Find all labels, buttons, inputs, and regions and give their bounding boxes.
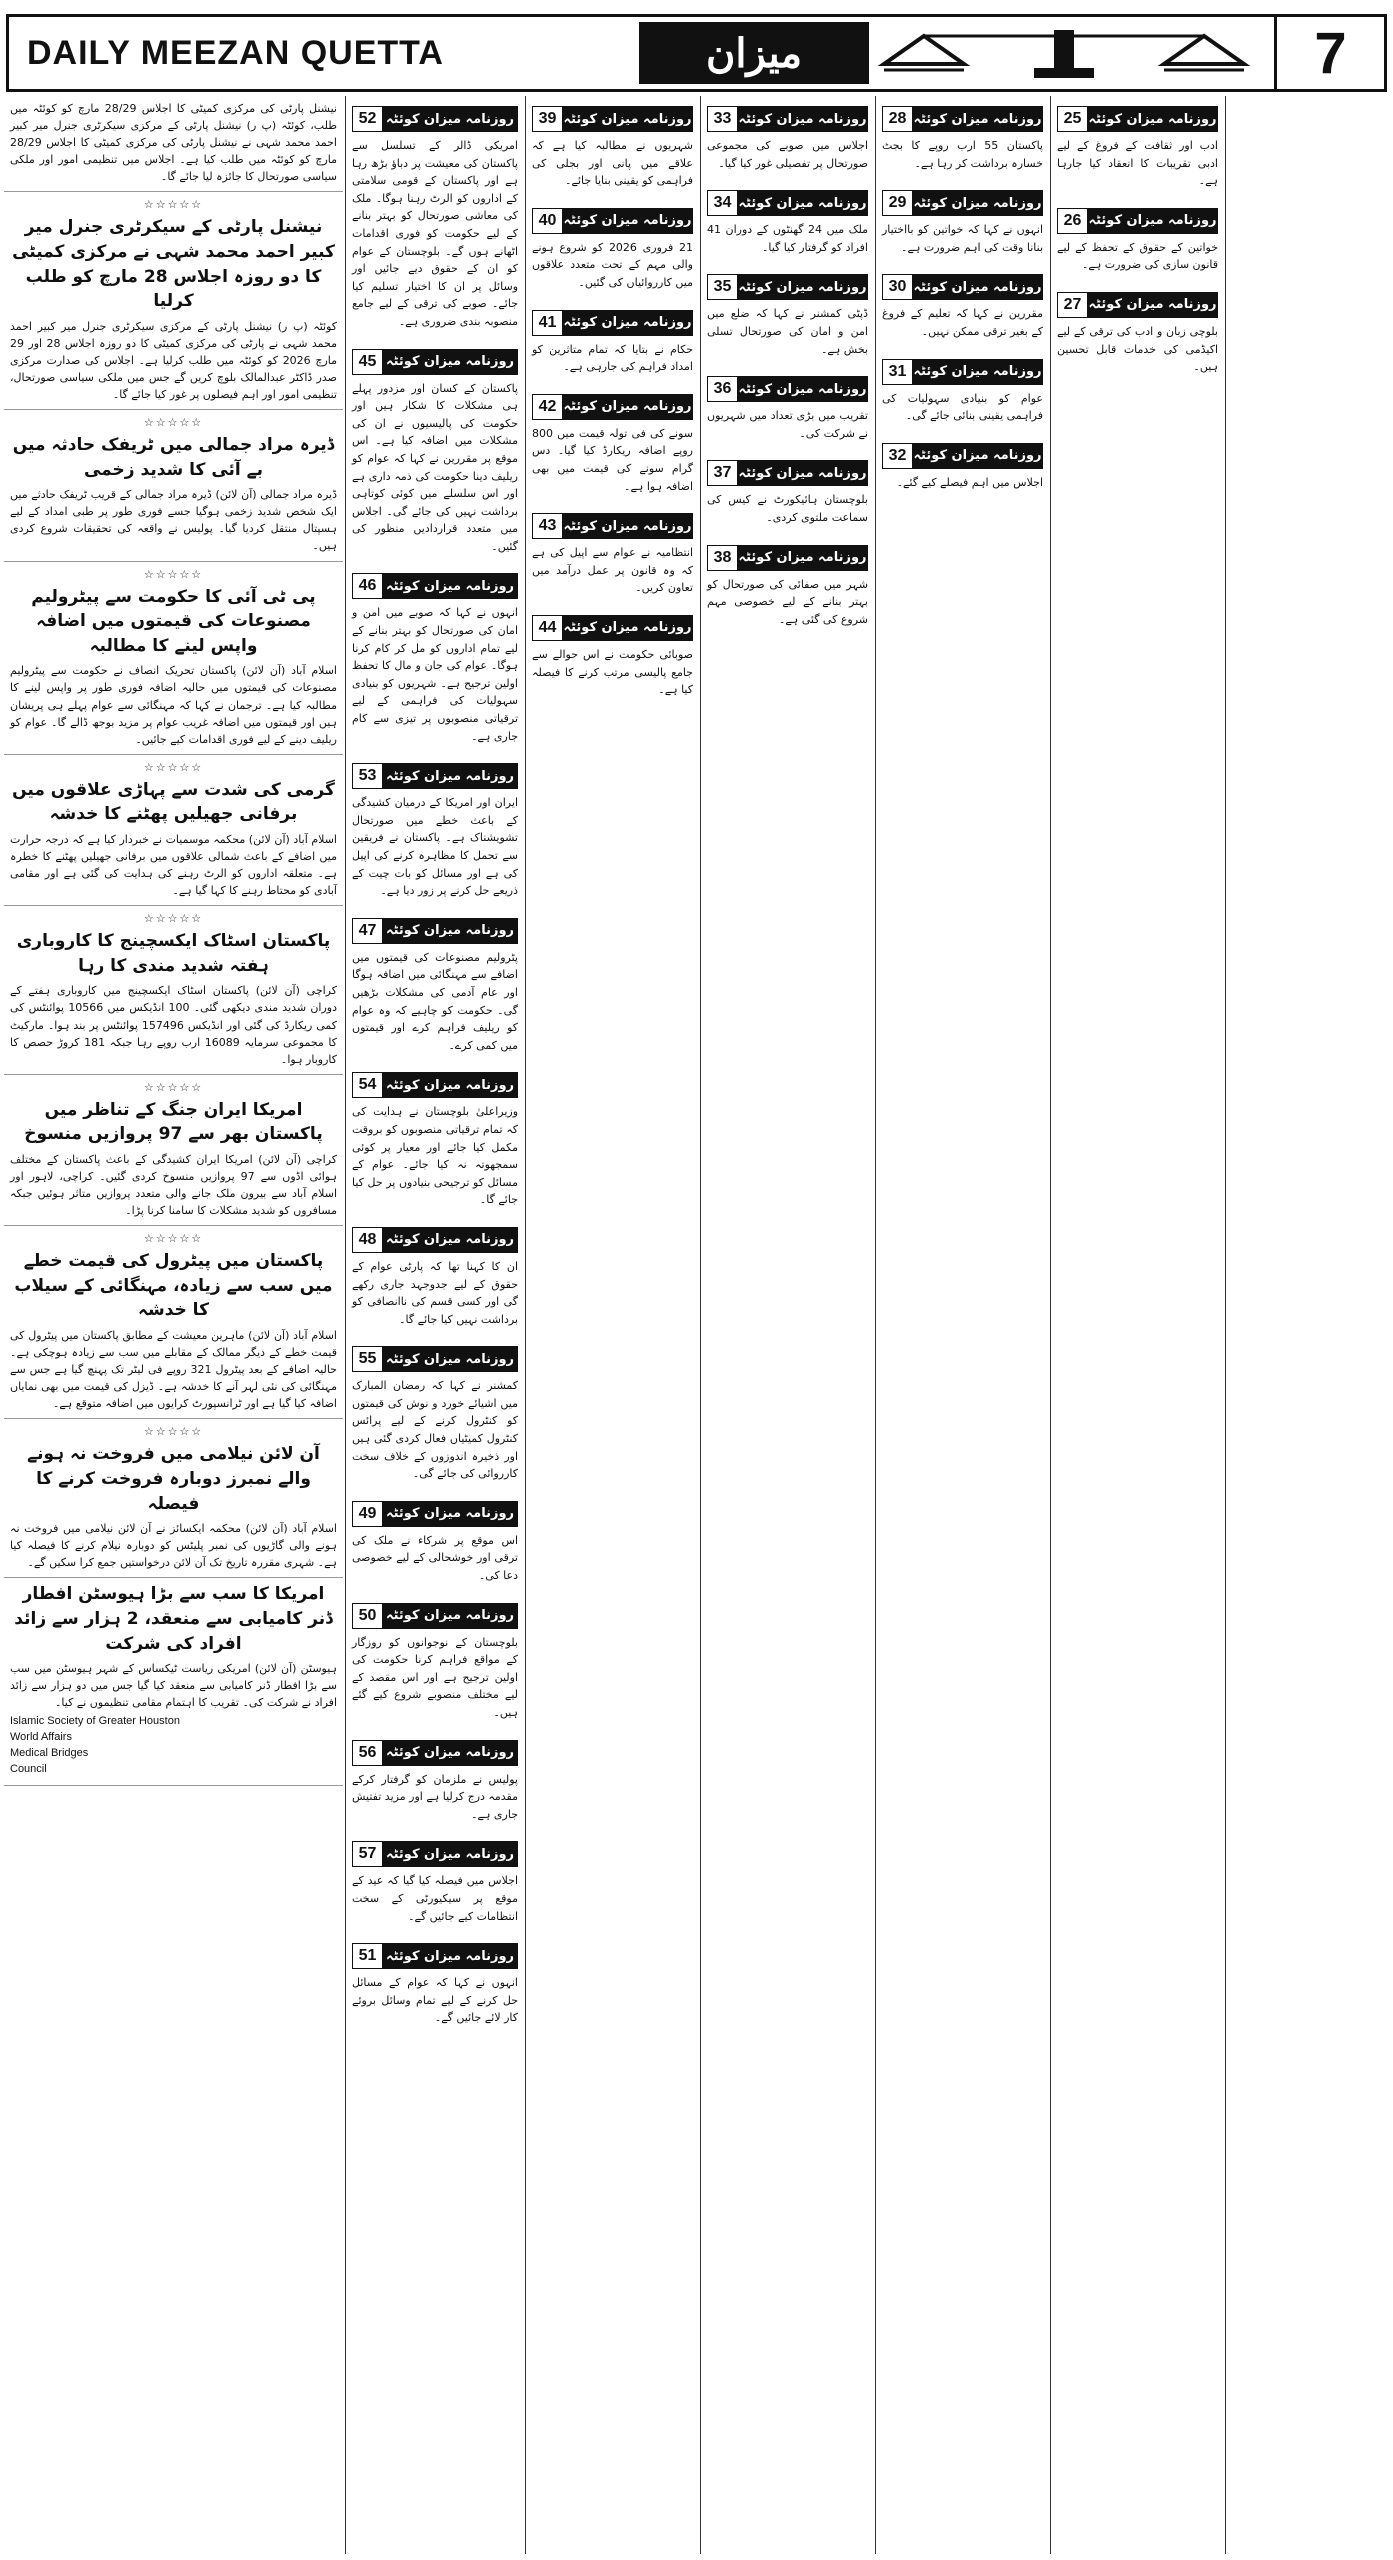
continuation-number: 55 bbox=[353, 1347, 383, 1371]
continuation-label: روزنامہ میزان کوئٹہ bbox=[738, 275, 867, 299]
continuation-item bbox=[702, 264, 873, 366]
continuation-number: 51 bbox=[353, 1944, 383, 1968]
column-rule bbox=[1225, 96, 1226, 2554]
continuation-item bbox=[877, 264, 1048, 348]
news-headline: پی ٹی آئی کا حکومت سے پیٹرولیم مصنوعات کی قیمتوں میں اضافہ واپس لینے کا مطالبہ bbox=[31, 586, 316, 656]
news-body: اسلام آباد (آن لائن) پاکستان تحریک انصاف نے حکومت سے پیٹرولیم مصنوعات کی قیمتوں میں حالیہ اضافہ فوری طور پر واپس لینے کا مطالبہ کیا ہے۔ ترجمان نے کہا کہ مہنگائی سے عوام پہلے ہی پریشان ہیں اور قیمتوں میں اضافہ غریب عوام پر مزید بوجھ ڈالے گا۔ عوام کو ریلیف دینے کے لیے فوری اقدامات کیے جائیں۔ bbox=[10, 664, 337, 746]
continuation-label: روزنامہ میزان کوئٹہ bbox=[383, 1347, 517, 1371]
continuation-item bbox=[347, 1062, 523, 1217]
news-item bbox=[4, 906, 343, 1075]
continuation-tag bbox=[532, 208, 693, 234]
continuation-text: پٹرولیم مصنوعات کی قیمتوں میں اضافے سے مہنگائی میں اضافہ ہوگا اور عام آدمی کی مشکلات بڑھیں گی۔ حکومت کو چاہیے کہ وہ عوام کو ریلیف فراہم کرے اور قیمتوں میں کمی کرے۔ bbox=[352, 950, 518, 1052]
newspaper-title: DAILY MEEZAN QUETTA bbox=[27, 33, 444, 72]
continuation-number: 54 bbox=[353, 1073, 383, 1097]
continuation-tag bbox=[707, 460, 868, 486]
continuation-number: 26 bbox=[1058, 209, 1088, 233]
continuation-label: روزنامہ میزان کوئٹہ bbox=[1088, 107, 1217, 131]
star-divider: ☆☆☆☆☆ bbox=[143, 760, 204, 774]
continuation-text: بلوچی زبان و ادب کی ترقی کے لیے اکیڈمی کی خدمات قابل تحسین ہیں۔ bbox=[1057, 324, 1218, 374]
news-item bbox=[4, 192, 343, 410]
continuation-label: روزنامہ میزان کوئٹہ bbox=[563, 311, 692, 335]
continuation-number: 37 bbox=[708, 461, 738, 485]
continuation-item bbox=[347, 1933, 523, 2035]
star-divider: ☆☆☆☆☆ bbox=[143, 1425, 204, 1439]
news-item bbox=[4, 1075, 343, 1226]
news-body: اسلام آباد (آن لائن) محکمہ موسمیات نے خبردار کیا ہے کہ درجہ حرارت میں اضافے کے باعث شمالی علاقوں میں برفانی جھیلیں پھٹنے کا خطرہ ہے۔ متعلقہ اداروں کو الرٹ رہنے کی ہدایت کی گئی ہے اور مقامی آبادی کو محتاط رہنے کا کہا گیا ہے۔ bbox=[10, 832, 337, 898]
continuation-number: 48 bbox=[353, 1228, 383, 1252]
urdu-logo: میزان bbox=[639, 22, 869, 84]
continuation-number: 34 bbox=[708, 191, 738, 215]
continuation-text: پاکستان کے کسان اور مزدور پہلے ہی مشکلات کا شکار ہیں اور حکومت کی پالیسیوں نے ان کی مشکلات میں اضافہ کیا ہے۔ اس موقع پر مقررین نے کہا کہ عوام کو ریلیف دینا حکومت کی ذمہ داری ہے اور اس سلسلے میں کوئی کوتاہی برداشت نہیں کی جائے گی۔ اجلاس میں متعدد قراردادیں منظور کی گئیں۔ bbox=[352, 381, 518, 553]
continuation-label: روزنامہ میزان کوئٹہ bbox=[913, 444, 1042, 468]
continuation-item bbox=[702, 450, 873, 534]
continuation-label: روزنامہ میزان کوئٹہ bbox=[563, 514, 692, 538]
continuation-text: اجلاس میں اہم فیصلے کیے گئے۔ bbox=[896, 475, 1043, 489]
continuation-text: انتظامیہ نے عوام سے اپیل کی ہے کہ وہ قانون پر عمل درآمد میں تعاون کریں۔ bbox=[532, 546, 693, 595]
news-headline: پاکستان اسٹاک ایکسچینج کا کاروباری ہفتہ شدید مندی کا رہا bbox=[16, 931, 331, 976]
continuation-label: روزنامہ میزان کوئٹہ bbox=[1088, 293, 1217, 317]
continuation-number: 35 bbox=[708, 275, 738, 299]
continuation-text: 21 فروری 2026 کو شروع ہونے والی مہم کے تحت متعدد علاقوں میں کارروائیاں کی گئیں۔ bbox=[532, 240, 693, 289]
continuation-tag bbox=[352, 1227, 518, 1253]
continuation-label: روزنامہ میزان کوئٹہ bbox=[738, 461, 867, 485]
news-headline: گرمی کی شدت سے پہاڑی علاقوں میں برفانی جھیلیں پھٹنے کا خدشہ bbox=[12, 779, 335, 825]
continuation-tag bbox=[532, 513, 693, 539]
news-body: کراچی (آن لائن) پاکستان اسٹاک ایکسچینج میں کاروباری ہفتے کے دوران شدید مندی دیکھی گئی۔ 100 انڈیکس میں 10566 پوائنٹس کی کمی ریکارڈ کی گئی اور انڈیکس 157496 پوائنٹس پر بند ہوا۔ مارکیٹ کا مجموعی سرمایہ 16089 ارب روپے رہا جبکہ 181 کروڑ حصص کا کاروبار ہوا۔ bbox=[10, 984, 338, 1066]
continuation-label: روزنامہ میزان کوئٹہ bbox=[383, 1944, 517, 1968]
continuation-label: روزنامہ میزان کوئٹہ bbox=[563, 616, 692, 640]
continuation-tag bbox=[352, 106, 518, 132]
continuation-tag bbox=[882, 443, 1043, 469]
continuation-number: 42 bbox=[533, 395, 563, 419]
news-body: ڈیرہ مراد جمالی (آن لائن) ڈیرہ مراد جمالی کے قریب ٹریفک حادثے میں ایک شخص شدید زخمی ہوگیا جسے فوری طور پر طبی امداد کے لیے ہسپتال منتقل کردیا گیا۔ پولیس نے واقعہ کی تحقیقات شروع کردی ہیں۔ bbox=[10, 488, 337, 553]
news-headline: امریکا ایران جنگ کے تناظر میں پاکستان بھر سے 97 پروازیں منسوخ bbox=[24, 1099, 323, 1145]
continuation-text: سونے کی فی تولہ قیمت میں 800 روپے اضافہ ریکارڈ کیا گیا۔ دس گرام سونے کی قیمت میں بھی اضافہ ہوا ہے۔ bbox=[532, 426, 693, 493]
continuation-label: روزنامہ میزان کوئٹہ bbox=[913, 191, 1042, 215]
news-headline: آن لائن نیلامی میں فروخت نہ ہونے والے نمبرز دوبارہ فروخت کرنے کا فیصلہ bbox=[27, 1444, 320, 1514]
column-rule bbox=[525, 96, 526, 2554]
continuation-text: شہر میں صفائی کی صورتحال کو بہتر بنانے کے لیے خصوصی مہم شروع کی گئی ہے۔ bbox=[707, 577, 868, 626]
news-headline: ڈیرہ مراد جمالی میں ٹریفک حادثہ میں بے آئی کا شدید زخمی bbox=[12, 435, 335, 480]
continuation-item bbox=[347, 1491, 523, 1593]
continuation-text: اس موقع پر شرکاء نے ملک کی ترقی اور خوشحالی کے لیے خصوصی دعا کی۔ bbox=[352, 1533, 518, 1583]
continuation-column bbox=[347, 96, 523, 2554]
continuation-number: 52 bbox=[353, 107, 383, 131]
continuation-text: عوام کو بنیادی سہولیات کی فراہمی یقینی بنائی جائے گی۔ bbox=[882, 391, 1043, 423]
continuation-tag bbox=[352, 1943, 518, 1969]
continuation-tag bbox=[1057, 106, 1218, 132]
continuation-item bbox=[702, 180, 873, 264]
continuation-item bbox=[347, 1593, 523, 1730]
continuation-number: 45 bbox=[353, 350, 383, 374]
continuation-tag bbox=[352, 349, 518, 375]
news-body: اسلام آباد (آن لائن) ماہرین معیشت کے مطابق پاکستان میں پیٹرول کی قیمت خطے کے دیگر ممالک کے مقابلے میں سب سے زیادہ ہوچکی ہے۔ حالیہ اضافے کے بعد پیٹرول 321 روپے فی لیٹر تک پہنچ گیا ہے جس سے مہنگائی کی نئی لہر آنے کا خدشہ ہے۔ ڈیزل کی قیمت میں بھی نمایاں اضافہ کیا گیا ہے اور ٹرانسپورٹ کرایوں میں اضافہ متوقع ہے۔ bbox=[10, 1329, 337, 1411]
news-headline: پاکستان میں پیٹرول کی قیمت خطے میں سب سے زیادہ، مہنگائی کے سیلاب کا خدشہ bbox=[14, 1251, 333, 1321]
continuation-tag bbox=[352, 1072, 518, 1098]
continuation-item bbox=[347, 908, 523, 1063]
continuation-column bbox=[702, 96, 873, 2554]
continuation-item bbox=[877, 433, 1048, 500]
continuation-number: 46 bbox=[353, 574, 383, 598]
star-divider: ☆☆☆☆☆ bbox=[143, 198, 204, 212]
continuation-text: اجلاس میں صوبے کی مجموعی صورتحال پر تفصیلی غور کیا گیا۔ bbox=[707, 139, 868, 170]
continuation-label: روزنامہ میزان کوئٹہ bbox=[563, 107, 692, 131]
continuation-text: ان کا کہنا تھا کہ پارٹی عوام کے حقوق کے لیے جدوجہد جاری رکھے گی اور کسی قسم کی ناانصافی کو برداشت نہیں کیا جائے گا۔ bbox=[352, 1259, 518, 1326]
news-item bbox=[4, 1578, 343, 1786]
continuation-tag bbox=[707, 545, 868, 571]
continuation-label: روزنامہ میزان کوئٹہ bbox=[913, 275, 1042, 299]
continuation-label: روزنامہ میزان کوئٹہ bbox=[383, 574, 517, 598]
continuation-number: 43 bbox=[533, 514, 563, 538]
continuation-item bbox=[347, 563, 523, 753]
continuation-text: خواتین کے حقوق کے تحفظ کے لیے قانون سازی کی ضرورت ہے۔ bbox=[1057, 240, 1218, 272]
star-divider: ☆☆☆☆☆ bbox=[143, 1232, 204, 1246]
english-reference: Islamic Society of Greater Houston bbox=[10, 1715, 180, 1728]
continuation-item bbox=[347, 339, 523, 564]
continuation-text: ایران اور امریکا کے درمیان کشیدگی کے باعث خطے میں صورتحال تشویشناک ہے۔ پاکستان نے فریقین سے تحمل کا مظاہرہ کرنے کی اپیل کی ہے اور مسائل کو بات چیت کے ذریعے حل کرنے پر زور دیا ہے۔ bbox=[352, 796, 518, 898]
continuation-text: مقررین نے کہا کہ تعلیم کے فروغ کے بغیر ترقی ممکن نہیں۔ bbox=[882, 307, 1043, 338]
star-divider: ☆☆☆☆☆ bbox=[143, 567, 204, 581]
news-body: کراچی (آن لائن) امریکا ایران کشیدگی کے باعث پاکستان کے مختلف ہوائی اڈوں سے 97 پروازیں منسوخ کردی گئیں۔ کراچی، لاہور اور اسلام آباد سے بیرون ملک جانے والی متعدد پروازیں متاثر ہوئیں جبکہ مسافروں کو شدید مشکلات کا سامنا کرنا پڑا۔ bbox=[10, 1152, 337, 1218]
continuation-text: وزیراعلیٰ بلوچستان نے ہدایت کی کہ تمام ترقیاتی منصوبوں کو بروقت مکمل کیا جائے اور معیار پر کوئی سمجھوتہ نہ کیا جائے۔ عوام کے مسائل کو ترجیحی بنیادوں پر حل کیا جائے گا۔ bbox=[352, 1105, 518, 1207]
column-rule bbox=[345, 96, 346, 2554]
continuation-text: شہریوں نے مطالبہ کیا ہے کہ علاقے میں پانی اور بجلی کی فراہمی کو یقینی بنایا جائے۔ bbox=[532, 139, 693, 188]
continuation-number: 50 bbox=[353, 1604, 383, 1628]
continuation-text: پولیس نے ملزمان کو گرفتار کرکے مقدمہ درج کرلیا ہے اور مزید تفتیش جاری ہے۔ bbox=[352, 1772, 518, 1821]
continuation-column bbox=[527, 96, 698, 2554]
continuation-tag bbox=[882, 190, 1043, 216]
continuation-label: روزنامہ میزان کوئٹہ bbox=[383, 350, 517, 374]
continuation-label: روزنامہ میزان کوئٹہ bbox=[383, 1842, 517, 1866]
continuation-label: روزنامہ میزان کوئٹہ bbox=[383, 1604, 517, 1628]
continuation-number: 53 bbox=[353, 764, 383, 788]
continuation-item bbox=[527, 384, 698, 503]
continuation-item bbox=[527, 198, 698, 300]
continuation-label: روزنامہ میزان کوئٹہ bbox=[383, 107, 517, 131]
english-reference: World Affairs bbox=[10, 1731, 72, 1744]
continuation-item bbox=[877, 180, 1048, 264]
star-divider: ☆☆☆☆☆ bbox=[143, 416, 204, 430]
continuation-tag bbox=[1057, 292, 1218, 318]
continuation-number: 40 bbox=[533, 209, 563, 233]
continuation-number: 38 bbox=[708, 546, 738, 570]
continuation-tag bbox=[882, 274, 1043, 300]
continuation-tag bbox=[1057, 208, 1218, 234]
column-rule bbox=[1050, 96, 1051, 2554]
news-headline: امریکا کا سب سے بڑا ہیوسٹن افطار ڈنر کامیابی سے منعقد، 2 ہزار سے زائد افراد کی شرکت bbox=[14, 1584, 333, 1654]
continuation-number: 25 bbox=[1058, 107, 1088, 131]
english-reference: Council bbox=[10, 1763, 47, 1776]
masthead bbox=[6, 14, 1387, 92]
continuation-tag bbox=[882, 359, 1043, 385]
continuation-column bbox=[1227, 96, 1389, 2554]
news-item bbox=[4, 410, 343, 561]
continuation-item bbox=[527, 300, 698, 384]
continuation-number: 47 bbox=[353, 919, 383, 943]
continuation-label: روزنامہ میزان کوئٹہ bbox=[383, 919, 517, 943]
continuation-number: 31 bbox=[883, 360, 913, 384]
continuation-tag bbox=[532, 394, 693, 420]
continuation-tag bbox=[707, 190, 868, 216]
page-number: 7 bbox=[1274, 17, 1384, 89]
continuation-number: 33 bbox=[708, 107, 738, 131]
continuation-number: 27 bbox=[1058, 293, 1088, 317]
news-column bbox=[4, 96, 343, 2554]
star-divider: ☆☆☆☆☆ bbox=[143, 912, 204, 926]
continuation-tag bbox=[352, 1501, 518, 1527]
continuation-tag bbox=[532, 615, 693, 641]
continuation-number: 28 bbox=[883, 107, 913, 131]
continuation-item bbox=[347, 1336, 523, 1491]
continuation-label: روزنامہ میزان کوئٹہ bbox=[738, 107, 867, 131]
continuation-tag bbox=[352, 1346, 518, 1372]
continuation-label: روزنامہ میزان کوئٹہ bbox=[383, 1228, 517, 1252]
continuation-text: کمشنر نے کہا کہ رمضان المبارک میں اشیائے خورد و نوش کی قیمتوں کو کنٹرول کرنے کے لیے پرائس کنٹرول کمیٹیاں فعال کردی گئی ہیں اور ذخیرہ اندوزوں کے خلاف سخت کارروائی کی جائے گی۔ bbox=[352, 1379, 518, 1481]
continuation-item bbox=[1052, 96, 1223, 198]
continuation-item bbox=[347, 1217, 523, 1336]
news-item bbox=[4, 562, 343, 755]
continuation-number: 44 bbox=[533, 616, 563, 640]
news-headline: نیشنل پارٹی کے سیکرٹری جنرل میر کبیر احمد محمد شہی نے مرکزی کمیٹی کا دو روزہ اجلاس 28 مارچ کو طلب کرلیا bbox=[12, 217, 335, 312]
continuation-text: بلوچستان کے نوجوانوں کو روزگار کے مواقع فراہم کرنا حکومت کی اولین ترجیح ہے اور اس مقصد کے لیے مختلف منصوبے شروع کیے گئے ہیں۔ bbox=[352, 1635, 518, 1719]
continuation-label: روزنامہ میزان کوئٹہ bbox=[383, 764, 517, 788]
continuation-number: 29 bbox=[883, 191, 913, 215]
continuation-text: انہوں نے کہا کہ خواتین کو بااختیار بنانا وقت کی اہم ضرورت ہے۔ bbox=[882, 223, 1043, 254]
news-item bbox=[4, 755, 343, 906]
continuation-tag bbox=[882, 106, 1043, 132]
continuation-item bbox=[347, 1730, 523, 1832]
continuation-text: پاکستان 55 ارب روپے کا بجٹ خسارہ برداشت کر رہا ہے۔ bbox=[882, 139, 1043, 170]
continuation-label: روزنامہ میزان کوئٹہ bbox=[738, 377, 867, 401]
continuation-number: 49 bbox=[353, 1502, 383, 1526]
column-rule bbox=[875, 96, 876, 2554]
news-item bbox=[4, 1226, 343, 1419]
continuation-text: حکام نے بتایا کہ تمام متاثرین کو امداد فراہم کی جارہی ہے۔ bbox=[532, 342, 693, 374]
continuation-item bbox=[347, 753, 523, 908]
continuation-item bbox=[702, 535, 873, 637]
continuation-number: 56 bbox=[353, 1741, 383, 1765]
continuation-label: روزنامہ میزان کوئٹہ bbox=[383, 1502, 517, 1526]
continuation-tag bbox=[352, 1603, 518, 1629]
continuation-tag bbox=[352, 1740, 518, 1766]
continuation-tag bbox=[707, 376, 868, 402]
continuation-item bbox=[347, 1831, 523, 1933]
continuation-number: 41 bbox=[533, 311, 563, 335]
continuation-text: امریکی ڈالر کے تسلسل سے پاکستان کی معیشت پر دباؤ بڑھ رہا ہے اور پاکستان کے قومی سلامتی کے اداروں کو الرٹ رہنا ہوگا۔ ملک کی معاشی صورتحال کو بہتر بنانے کے لیے حکومت کو فوری اقدامات اٹھانے ہوں گے۔ بلوچستان کے عوام کو ان کے حقوق دیے جائیں اور وسائل پر ان کا اختیار تسلیم کیا جائے۔ صوبے کی ترقی کے لیے جامع منصوبہ بندی ضروری ہے۔ bbox=[352, 139, 518, 328]
news-body: اسلام آباد (آن لائن) محکمہ ایکسائز نے آن لائن نیلامی میں فروخت نہ ہونے والی گاڑیوں کی نمبر پلیٹس کو دوبارہ نیلام کرنے کا فیصلہ کیا ہے۔ شہری مقررہ تاریخ تک آن لائن درخواستیں جمع کرا سکیں گے۔ bbox=[10, 1522, 337, 1570]
continuation-item bbox=[702, 96, 873, 180]
continuation-tag bbox=[707, 106, 868, 132]
continuation-tag bbox=[352, 918, 518, 944]
continuation-number: 36 bbox=[708, 377, 738, 401]
continuation-label: روزنامہ میزان کوئٹہ bbox=[913, 360, 1042, 384]
continuation-text: ڈپٹی کمشنر نے کہا کہ ضلع میں امن و امان کی صورتحال تسلی بخش ہے۔ bbox=[707, 307, 868, 356]
news-body: نیشنل پارٹی کی مرکزی کمیٹی کا اجلاس 28/29 مارچ کو کوئٹہ میں طلب، کوئٹہ (پ ر) نیشنل پارٹی کے مرکزی سیکرٹری جنرل میر کبیر احمد محمد شہی نے نیشنل پارٹی کی مرکزی کمیٹی کا اجلاس 28/29 مارچ کو کوئٹہ میں طلب کیا ہے۔ اجلاس میں تنظیمی امور اور ملکی سیاسی صورتحال کا جائزہ لیا جائے گا۔ bbox=[10, 102, 337, 184]
continuation-tag bbox=[707, 274, 868, 300]
continuation-item bbox=[527, 503, 698, 605]
continuation-label: روزنامہ میزان کوئٹہ bbox=[738, 191, 867, 215]
continuation-item bbox=[527, 605, 698, 707]
continuation-tag bbox=[352, 573, 518, 599]
continuation-label: روزنامہ میزان کوئٹہ bbox=[563, 395, 692, 419]
continuation-text: صوبائی حکومت نے اس حوالے سے جامع پالیسی مرتب کرنے کا فیصلہ کیا ہے۔ bbox=[532, 647, 693, 697]
continuation-item bbox=[1052, 282, 1223, 384]
continuation-text: اجلاس میں فیصلہ کیا گیا کہ عید کے موقع پر سیکیورٹی کے سخت انتظامات کیے جائیں گے۔ bbox=[352, 1874, 518, 1923]
continuation-item bbox=[877, 349, 1048, 433]
continuation-text: ادب اور ثقافت کے فروغ کے لیے ادبی تقریبات کا انعقاد کیا جارہا ہے۔ bbox=[1057, 139, 1218, 188]
continuation-label: روزنامہ میزان کوئٹہ bbox=[738, 546, 867, 570]
scales-of-justice-icon bbox=[869, 18, 1259, 88]
continuation-column bbox=[877, 96, 1048, 2554]
continuation-text: تقریب میں بڑی تعداد میں شہریوں نے شرکت کی۔ bbox=[707, 409, 868, 440]
continuation-label: روزنامہ میزان کوئٹہ bbox=[1088, 209, 1217, 233]
continuation-item bbox=[1052, 198, 1223, 282]
column-rule bbox=[700, 96, 701, 2554]
continuation-number: 32 bbox=[883, 444, 913, 468]
continuation-number: 57 bbox=[353, 1842, 383, 1866]
continuation-tag bbox=[532, 106, 693, 132]
news-item bbox=[4, 1419, 343, 1578]
continuation-label: روزنامہ میزان کوئٹہ bbox=[383, 1741, 517, 1765]
continuation-item bbox=[702, 366, 873, 450]
english-reference: Medical Bridges bbox=[10, 1747, 89, 1760]
continuation-text: انہوں نے کہا کہ عوام کے مسائل حل کرنے کے لیے تمام وسائل بروئے کار لائے جائیں گے۔ bbox=[352, 1976, 518, 2025]
continuation-label: روزنامہ میزان کوئٹہ bbox=[383, 1073, 517, 1097]
continuation-text: ملک میں 24 گھنٹوں کے دوران 41 افراد کو گرفتار کیا گیا۔ bbox=[707, 223, 868, 254]
continuation-tag bbox=[352, 1841, 518, 1867]
continuation-tag bbox=[352, 763, 518, 789]
news-item bbox=[4, 96, 343, 192]
continuation-tag bbox=[532, 310, 693, 336]
news-body: ہیوسٹن (آن لائن) امریکی ریاست ٹیکساس کے شہر ہیوسٹن میں سب سے بڑا افطار ڈنر کامیابی سے منعقد کیا گیا جس میں دو ہزار سے زائد افراد نے شرکت کی۔ تقریب کا اہتمام مقامی تنظیموں نے کیا۔ bbox=[10, 1662, 337, 1710]
continuation-number: 30 bbox=[883, 275, 913, 299]
continuation-label: روزنامہ میزان کوئٹہ bbox=[913, 107, 1042, 131]
news-body: کوئٹہ (پ ر) نیشنل پارٹی کے مرکزی سیکرٹری جنرل میر کبیر احمد محمد شہی نے پارٹی کی مرکزی کمیٹی کا دو روزہ اجلاس 28 اور 29 مارچ 2026 کو کوئٹہ میں طلب کرلیا ہے۔ اجلاس کی صدارت مرکزی صدر ڈاکٹر عبدالمالک بلوچ کریں گے جس میں ملکی سیاسی صورتحال، تنظیمی امور اور اہم فیصلوں پر غور کیا جائے گا۔ bbox=[10, 319, 338, 401]
continuation-label: روزنامہ میزان کوئٹہ bbox=[563, 209, 692, 233]
continuation-number: 39 bbox=[533, 107, 563, 131]
continuation-item bbox=[347, 96, 523, 339]
continuation-column bbox=[1052, 96, 1223, 2554]
continuation-item bbox=[527, 96, 698, 198]
continuation-text: انہوں نے کہا کہ صوبے میں امن و امان کی صورتحال کو بہتر بنانے کے لیے تمام اداروں کو مل کر کام کرنا ہوگا۔ عوام کی جان و مال کا تحفظ اولین ترجیح ہے۔ شہریوں کو بنیادی سہولیات کی فراہمی کے لیے ترقیاتی منصوبوں پر تیزی سے کام جاری ہے۔ bbox=[352, 606, 518, 743]
continuation-text: بلوچستان ہائیکورٹ نے کیس کی سماعت ملتوی کردی۔ bbox=[707, 493, 868, 524]
continuation-item bbox=[877, 96, 1048, 180]
star-divider: ☆☆☆☆☆ bbox=[143, 1080, 204, 1094]
